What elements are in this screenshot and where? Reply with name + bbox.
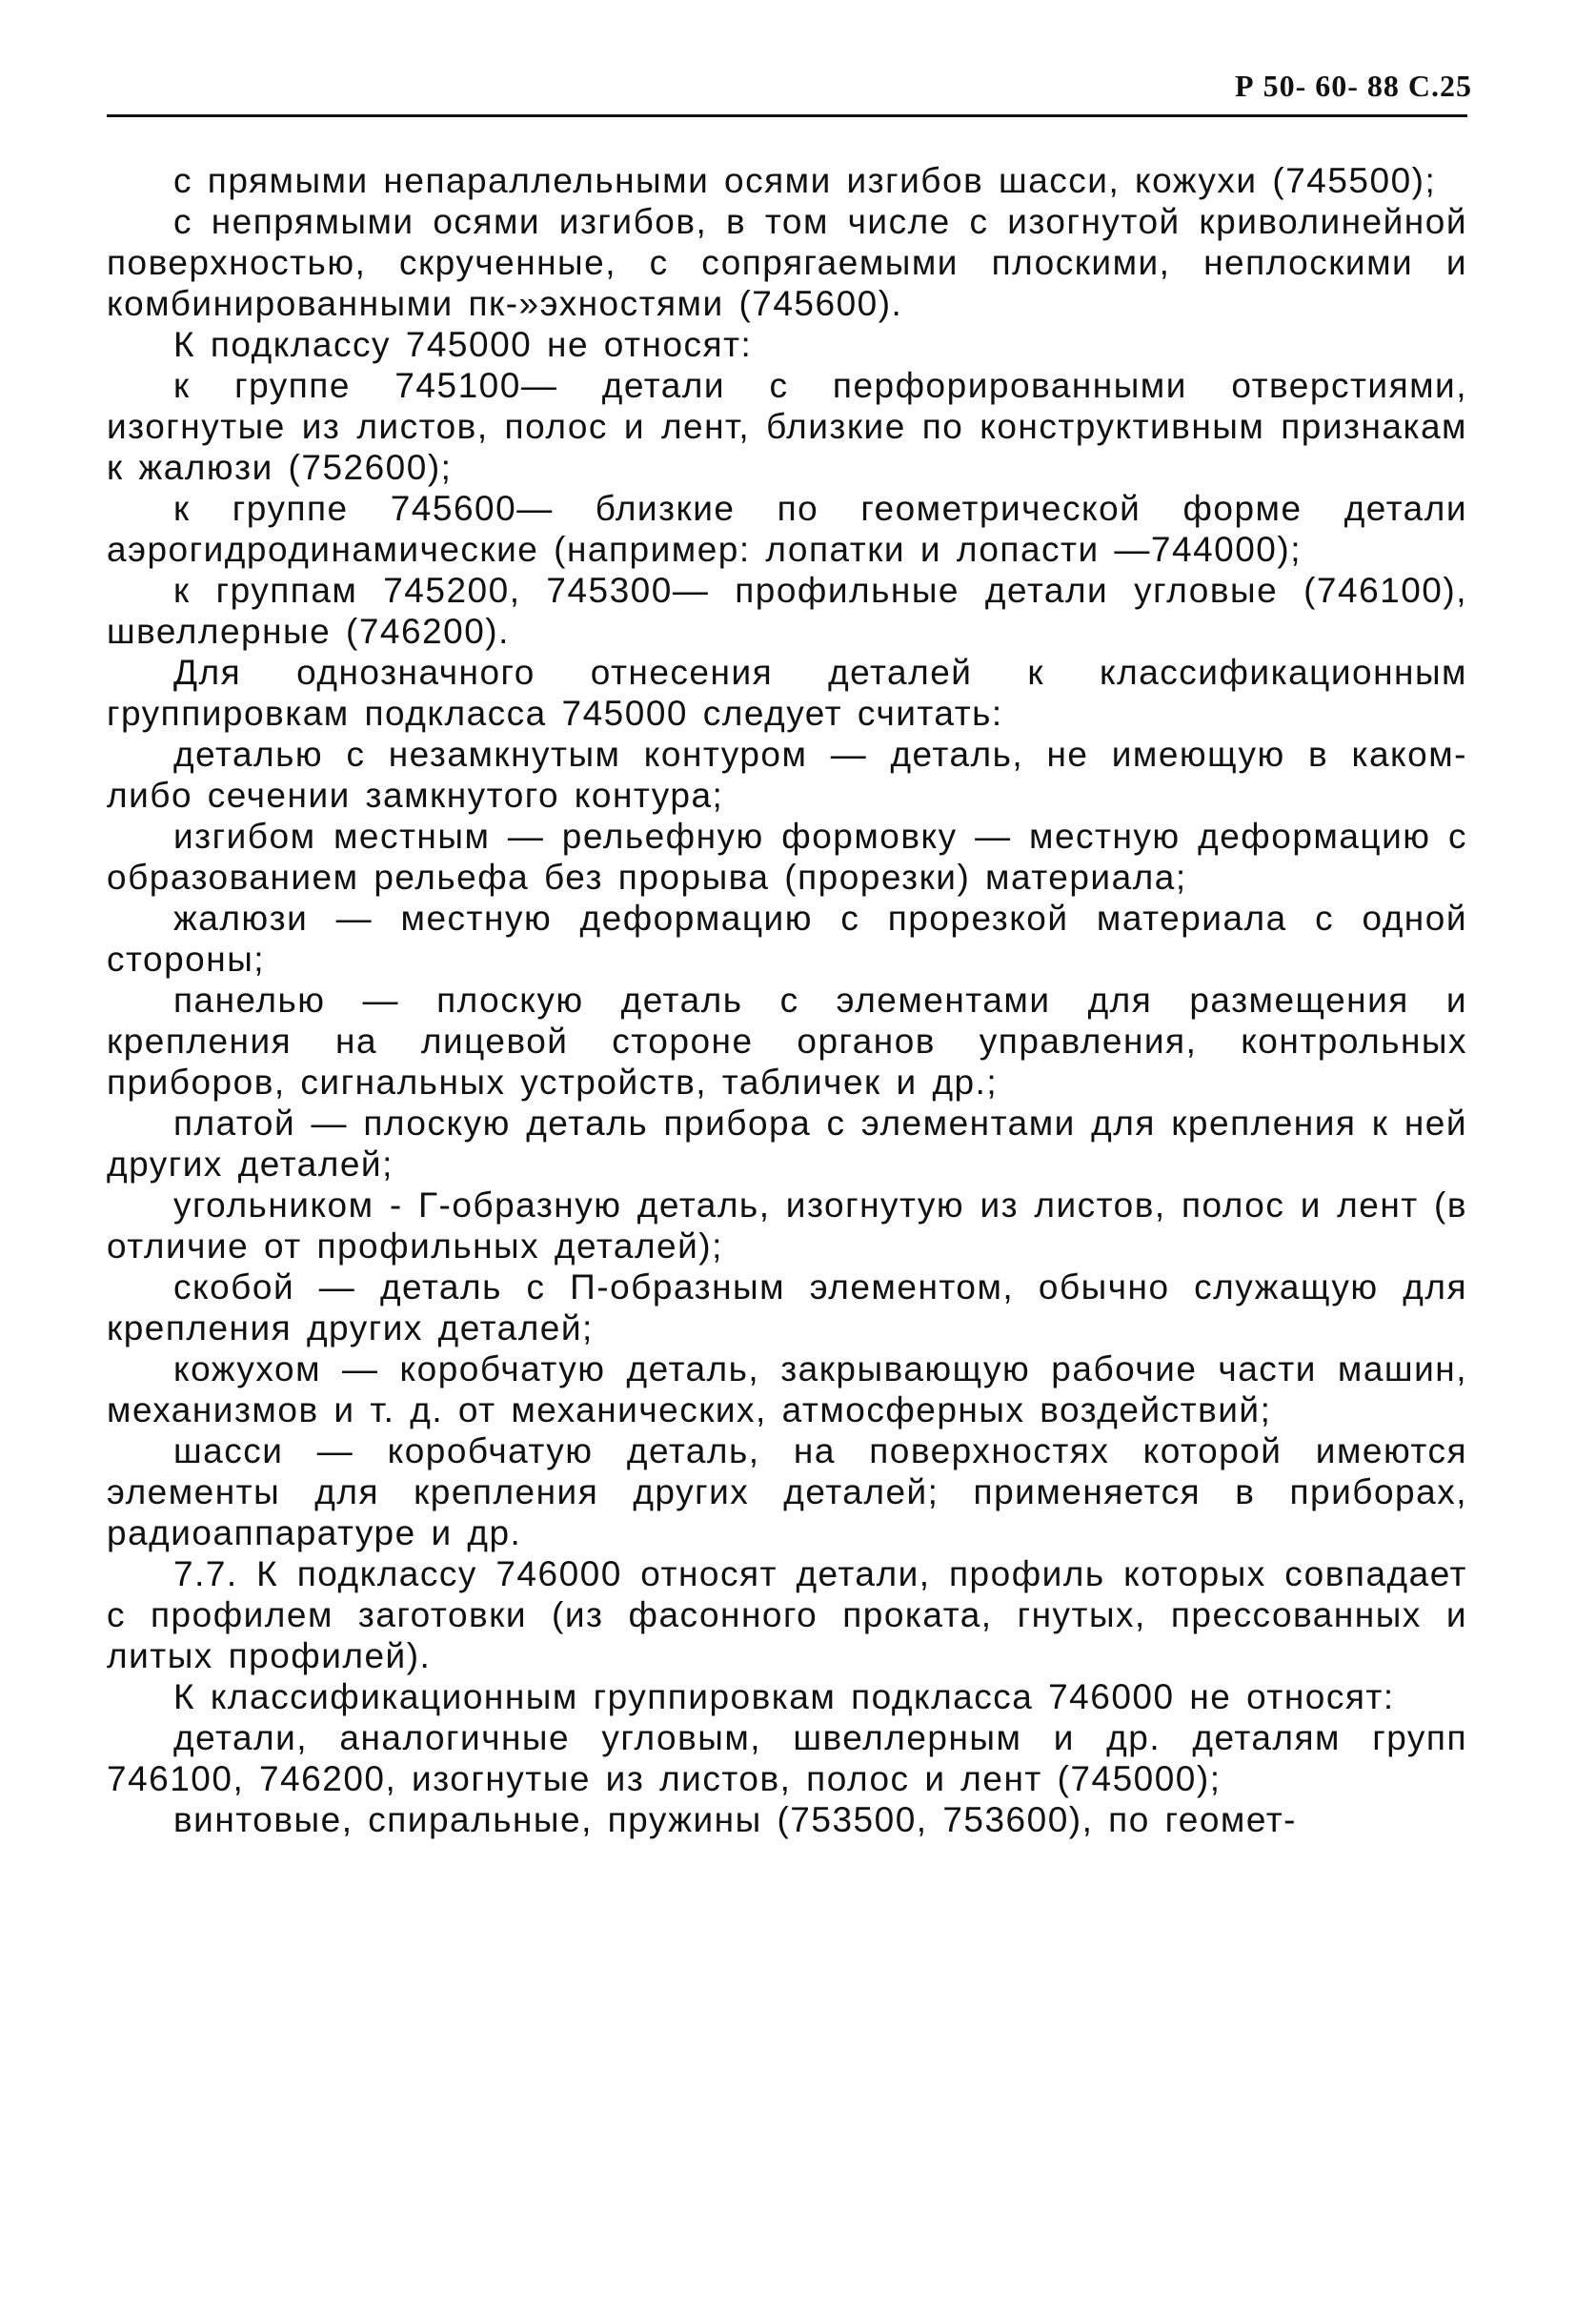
paragraph: к группам 745200, 745300— профильные детали угловые (746100), швеллерные (746200). xyxy=(107,571,1467,651)
paragraph: к группе 745100— детали с перфорированными отверстиями, изогнутые из листов, полос и лент, близкие по конструктивным признакам к жалюзи (752600); xyxy=(107,366,1467,487)
paragraph: К классификационным группировкам подкласса 746000 не относят: xyxy=(173,1677,1395,1716)
paragraph: скобой — деталь с П-образным элементом, обычно служащую для крепления других деталей; xyxy=(107,1267,1467,1348)
header-rule xyxy=(107,114,1467,117)
paragraph: Для однозначного отнесения деталей к классификационным группировкам подкласса 745000 следует считать: xyxy=(107,653,1467,733)
paragraph: детали, аналогичные угловым, швеллерным и др. деталям групп 746100, 746200, изогнутые из листов, полос и лент (745000); xyxy=(107,1718,1467,1798)
paragraph: деталью с незамкнутым контуром — деталь, не имеющую в каком-либо сечении замкнутого контура; xyxy=(107,735,1467,815)
paragraph: изгибом местным — рельефную формовку — местную деформацию с образованием рельефа без прорыва (прорезки) материала; xyxy=(107,817,1467,897)
paragraph: с прямыми непараллельными осями изгибов шасси, кожухи (745500); xyxy=(173,161,1437,200)
paragraph: 7.7. К подклассу 746000 относят детали, профиль которых совпадает с профилем заготовки (из фасонного проката, гнутых, прессованных и литых профилей). xyxy=(107,1554,1467,1675)
paragraph: к группе 745600— близкие по геометрической форме детали аэрогидродинамические (например: лопатки и лопасти —744000); xyxy=(107,489,1467,569)
paragraph: шасси — коробчатую деталь, на поверхностях которой имеются элементы для крепления других деталей; применяется в приборах, радиоаппаратуре и др. xyxy=(107,1431,1467,1552)
paragraph: жалюзи — местную деформацию с прорезкой материала с одной стороны; xyxy=(107,899,1467,979)
paragraph: винтовые, спиральные, пружины (753500, 753600), по геомет- xyxy=(173,1800,1297,1839)
paragraph: К подклассу 745000 не относят: xyxy=(173,325,753,364)
body-text xyxy=(107,160,1467,1840)
page-reference: Р 50- 60- 88 С.25 xyxy=(1235,69,1472,103)
paragraph: панелью — плоскую деталь с элементами для размещения и крепления на лицевой стороне органов управления, контрольных приборов, сигнальных устройств, табличек и др.; xyxy=(107,981,1467,1102)
paragraph: кожухом — коробчатую деталь, закрывающую рабочие части машин, механизмов и т. д. от механических, атмосферных воздействий; xyxy=(107,1349,1467,1429)
paragraph: угольником - Г-образную деталь, изогнутую из листов, полос и лент (в отличие от профильных деталей); xyxy=(107,1185,1467,1266)
paragraph: с непрямыми осями изгибов, в том числе с изогнутой криволинейной поверхностью, скрученные, с сопрягаемыми плоскими, неплоскими и комбинированными пк-»эхностями (745600). xyxy=(107,202,1467,323)
paragraph: платой — плоскую деталь прибора с элементами для крепления к ней других деталей; xyxy=(107,1104,1467,1184)
